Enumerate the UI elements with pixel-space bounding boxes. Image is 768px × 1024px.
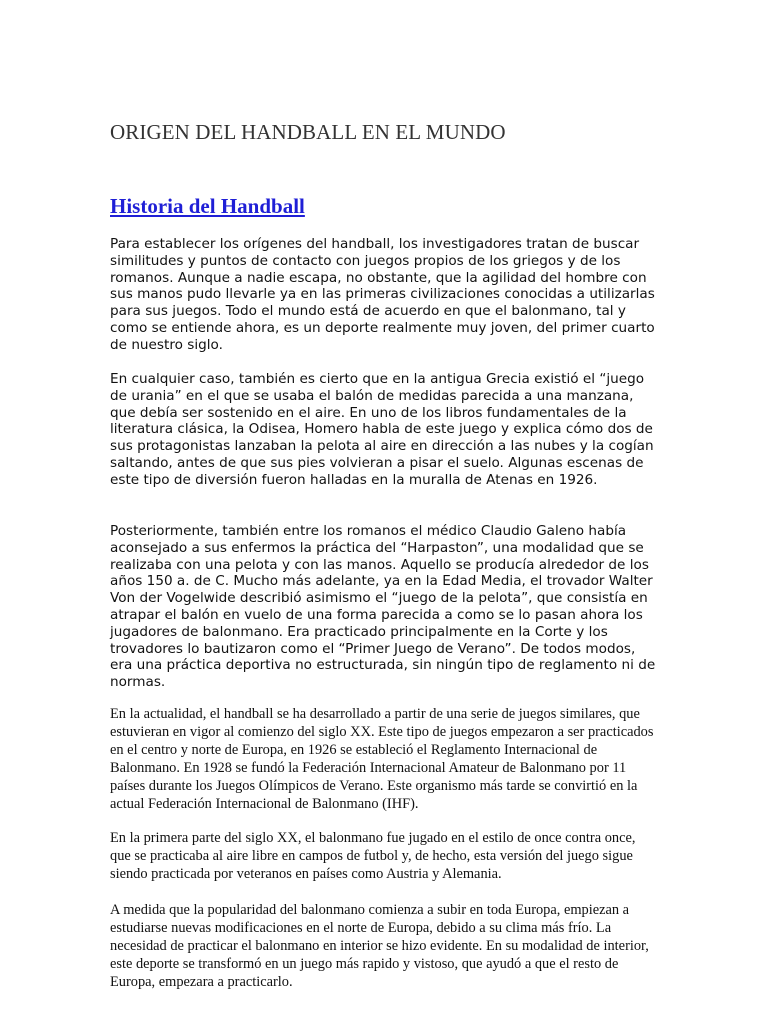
paragraph-eleven-a-side: En la primera parte del siglo XX, el balonmano fue jugado en el estilo de once contra once, que se practicaba al aire libre en campos de futbol y, de hecho, esta versión del juego sigue siendo practicada por veteranos en países como Austria y Alemania. [110,830,636,883]
paragraph-greece: En cualquier caso, también es cierto que en la antigua Grecia existió el “juego de urania” en el que se usaba el balón de medidas parecida a una manzana, que debía ser sostenido en el aire. En uno de los libros fundamentales de la literatura clásica, la Odisea, Homero habla de este juego y explica cómo dos de sus protagonistas lanzaban la pelota al aire en dirección a las nubes y la cogían saltando, antes de que sus pies volvieran a pisar el suelo. Algunas escenas de este tipo de diversión fueron halladas en la muralla de Atenas en 1926. [110,371,654,488]
paragraph-origins: Para establecer los orígenes del handball, los investigadores tratan de buscar similitudes y puntos de contacto con juegos propios de los griegos y de los romanos. Aunque a nadie escapa, no obstante, que la agilidad del hombre con sus manos pudo llevarle ya en las primeras civilizaciones conocidas a utilizarlas para sus juegos. Todo el mundo está de acuerdo en que el balonmano, tal y como se entiende ahora, es un deporte realmente muy joven, del primer cuarto de nuestro siglo. [110,236,655,353]
paragraph-modern: En la actualidad, el handball se ha desarrollado a partir de una serie de juegos similares, que estuvieran en vigor al comienzo del siglo XX. Este tipo de juegos empezaron a ser practicados en el centro y norte de Europa, en 1926 se estableció el Reglamento Internacional de Balonmano. En 1928 se fundó la Federación Internacional Amateur de Balonmano por 11 países durante los Juegos Olímpicos de Verano. Este organismo más tarde se convirtió en la actual Federación Internacional de Balonmano (IHF). [110,706,654,813]
section-heading-link[interactable]: Historia del Handball [110,194,305,218]
paragraph-romans: Posteriormente, también entre los romanos el médico Claudio Galeno había aconsejado a sus enfermos la práctica del “Harpaston”, una modalidad que se realizaba con una pelota y con las manos. Aquello se producía alrededor de los años 150 a. de C. Mucho más adelante, ya en la Edad Media, el trovador Walter Von der Vogelwide describió asimismo el “juego de la pelota”, que consistía en atrapar el balón en vuelo de una forma parecida a como se lo pasan ahora los jugadores de balonmano. Era practicado principalmente en la Corte y los trovadores lo bautizaron como el “Primer Juego de Verano”. De todos modos, era una práctica deportiva no estructurada, sin ningún tipo de reglamento ni de normas. [110,523,656,691]
page-title: ORIGEN DEL HANDBALL EN EL MUNDO [110,120,506,144]
paragraph-indoor: A medida que la popularidad del balonmano comienza a subir en toda Europa, empiezan a estudiarse nuevas modificaciones en el norte de Europa, debido a su clima más frío. La necesidad de practicar el balonmano en interior se hizo evidente. En su modalidad de interior, este deporte se transformó en un juego más rapido y vistoso, que ayudó a que el resto de Europa, empezara a practicarlo. [110,902,649,991]
